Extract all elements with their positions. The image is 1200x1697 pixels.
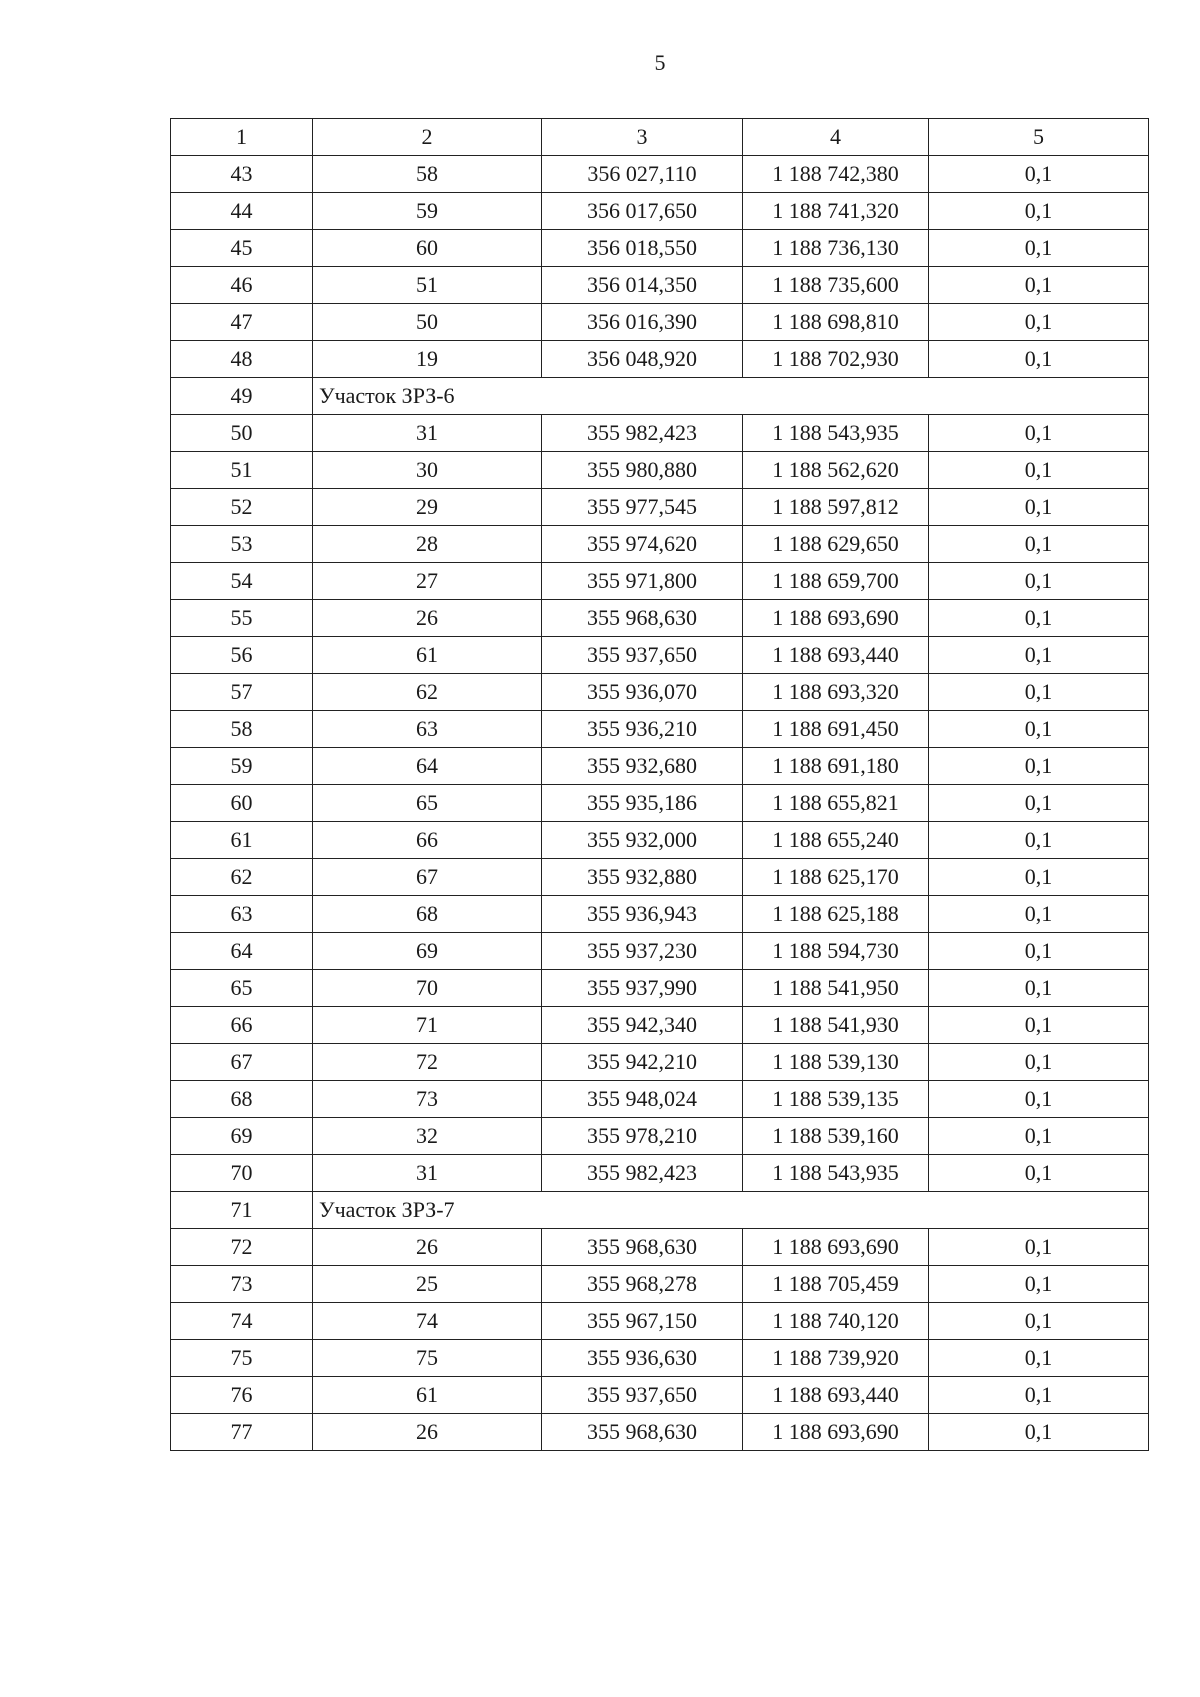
accuracy-cell: 0,1 bbox=[929, 1155, 1149, 1192]
x-coordinate-cell: 355 948,024 bbox=[542, 1081, 743, 1118]
section-row bbox=[171, 1192, 1149, 1229]
row-number-cell: 43 bbox=[171, 156, 313, 193]
table-row bbox=[171, 674, 1149, 711]
row-number-cell: 59 bbox=[171, 748, 313, 785]
table-row bbox=[171, 1044, 1149, 1081]
section-title-cell: Участок ЗРЗ-7 bbox=[313, 1192, 1149, 1229]
row-number-cell: 60 bbox=[171, 785, 313, 822]
table-row bbox=[171, 600, 1149, 637]
x-coordinate-cell: 355 932,880 bbox=[542, 859, 743, 896]
x-coordinate-cell: 355 937,650 bbox=[542, 637, 743, 674]
point-number-cell: 63 bbox=[313, 711, 542, 748]
accuracy-cell: 0,1 bbox=[929, 822, 1149, 859]
row-number-cell: 45 bbox=[171, 230, 313, 267]
x-coordinate-cell: 356 017,650 bbox=[542, 193, 743, 230]
row-number-cell: 64 bbox=[171, 933, 313, 970]
x-coordinate-cell: 355 936,630 bbox=[542, 1340, 743, 1377]
point-number-cell: 31 bbox=[313, 1155, 542, 1192]
x-coordinate-cell: 355 971,800 bbox=[542, 563, 743, 600]
row-number-cell: 50 bbox=[171, 415, 313, 452]
table-row bbox=[171, 526, 1149, 563]
point-number-cell: 19 bbox=[313, 341, 542, 378]
x-coordinate-cell: 355 936,943 bbox=[542, 896, 743, 933]
table-row bbox=[171, 637, 1149, 674]
table-row bbox=[171, 859, 1149, 896]
row-number-cell: 66 bbox=[171, 1007, 313, 1044]
table-row bbox=[171, 970, 1149, 1007]
accuracy-cell: 0,1 bbox=[929, 1340, 1149, 1377]
x-coordinate-cell: 356 027,110 bbox=[542, 156, 743, 193]
row-number-cell: 44 bbox=[171, 193, 313, 230]
table-row bbox=[171, 452, 1149, 489]
table-row bbox=[171, 1229, 1149, 1266]
row-number-cell: 47 bbox=[171, 304, 313, 341]
y-coordinate-cell: 1 188 702,930 bbox=[743, 341, 929, 378]
y-coordinate-cell: 1 188 693,690 bbox=[743, 1414, 929, 1451]
row-number-cell: 70 bbox=[171, 1155, 313, 1192]
point-number-cell: 70 bbox=[313, 970, 542, 1007]
x-coordinate-cell: 355 974,620 bbox=[542, 526, 743, 563]
table-row bbox=[171, 1118, 1149, 1155]
x-coordinate-cell: 355 982,423 bbox=[542, 415, 743, 452]
section-title-cell: Участок ЗРЗ-6 bbox=[313, 378, 1149, 415]
row-number-cell: 68 bbox=[171, 1081, 313, 1118]
row-number-cell: 58 bbox=[171, 711, 313, 748]
x-coordinate-cell: 355 936,070 bbox=[542, 674, 743, 711]
x-coordinate-cell: 355 942,210 bbox=[542, 1044, 743, 1081]
accuracy-cell: 0,1 bbox=[929, 563, 1149, 600]
header-cell: 2 bbox=[313, 119, 542, 156]
y-coordinate-cell: 1 188 562,620 bbox=[743, 452, 929, 489]
y-coordinate-cell: 1 188 739,920 bbox=[743, 1340, 929, 1377]
y-coordinate-cell: 1 188 693,690 bbox=[743, 600, 929, 637]
point-number-cell: 61 bbox=[313, 637, 542, 674]
accuracy-cell: 0,1 bbox=[929, 304, 1149, 341]
point-number-cell: 65 bbox=[313, 785, 542, 822]
y-coordinate-cell: 1 188 629,650 bbox=[743, 526, 929, 563]
accuracy-cell: 0,1 bbox=[929, 156, 1149, 193]
x-coordinate-cell: 355 936,210 bbox=[542, 711, 743, 748]
point-number-cell: 73 bbox=[313, 1081, 542, 1118]
table-body bbox=[171, 156, 1149, 1451]
header-cell: 4 bbox=[743, 119, 929, 156]
point-number-cell: 29 bbox=[313, 489, 542, 526]
x-coordinate-cell: 355 980,880 bbox=[542, 452, 743, 489]
y-coordinate-cell: 1 188 735,600 bbox=[743, 267, 929, 304]
header-cell: 1 bbox=[171, 119, 313, 156]
table-header-row bbox=[171, 119, 1149, 156]
accuracy-cell: 0,1 bbox=[929, 489, 1149, 526]
accuracy-cell: 0,1 bbox=[929, 193, 1149, 230]
x-coordinate-cell: 355 967,150 bbox=[542, 1303, 743, 1340]
y-coordinate-cell: 1 188 543,935 bbox=[743, 415, 929, 452]
header-cell: 3 bbox=[542, 119, 743, 156]
row-number-cell: 46 bbox=[171, 267, 313, 304]
row-number-cell: 74 bbox=[171, 1303, 313, 1340]
y-coordinate-cell: 1 188 539,160 bbox=[743, 1118, 929, 1155]
accuracy-cell: 0,1 bbox=[929, 600, 1149, 637]
table-row bbox=[171, 1377, 1149, 1414]
y-coordinate-cell: 1 188 543,935 bbox=[743, 1155, 929, 1192]
y-coordinate-cell: 1 188 594,730 bbox=[743, 933, 929, 970]
accuracy-cell: 0,1 bbox=[929, 1377, 1149, 1414]
row-number-cell: 75 bbox=[171, 1340, 313, 1377]
x-coordinate-cell: 355 968,630 bbox=[542, 1229, 743, 1266]
table-row bbox=[171, 785, 1149, 822]
point-number-cell: 68 bbox=[313, 896, 542, 933]
x-coordinate-cell: 356 016,390 bbox=[542, 304, 743, 341]
accuracy-cell: 0,1 bbox=[929, 1414, 1149, 1451]
y-coordinate-cell: 1 188 655,821 bbox=[743, 785, 929, 822]
section-row bbox=[171, 378, 1149, 415]
table-row bbox=[171, 711, 1149, 748]
x-coordinate-cell: 355 932,680 bbox=[542, 748, 743, 785]
accuracy-cell: 0,1 bbox=[929, 711, 1149, 748]
accuracy-cell: 0,1 bbox=[929, 896, 1149, 933]
row-number-cell: 72 bbox=[171, 1229, 313, 1266]
row-number-cell: 55 bbox=[171, 600, 313, 637]
point-number-cell: 31 bbox=[313, 415, 542, 452]
table-row bbox=[171, 822, 1149, 859]
x-coordinate-cell: 355 968,630 bbox=[542, 1414, 743, 1451]
row-number-cell: 77 bbox=[171, 1414, 313, 1451]
accuracy-cell: 0,1 bbox=[929, 1303, 1149, 1340]
y-coordinate-cell: 1 188 742,380 bbox=[743, 156, 929, 193]
point-number-cell: 58 bbox=[313, 156, 542, 193]
row-number-cell: 67 bbox=[171, 1044, 313, 1081]
y-coordinate-cell: 1 188 691,450 bbox=[743, 711, 929, 748]
table-row bbox=[171, 489, 1149, 526]
row-number-cell: 56 bbox=[171, 637, 313, 674]
point-number-cell: 66 bbox=[313, 822, 542, 859]
y-coordinate-cell: 1 188 597,812 bbox=[743, 489, 929, 526]
point-number-cell: 64 bbox=[313, 748, 542, 785]
x-coordinate-cell: 356 018,550 bbox=[542, 230, 743, 267]
point-number-cell: 59 bbox=[313, 193, 542, 230]
point-number-cell: 26 bbox=[313, 1414, 542, 1451]
table-row bbox=[171, 156, 1149, 193]
y-coordinate-cell: 1 188 693,320 bbox=[743, 674, 929, 711]
point-number-cell: 32 bbox=[313, 1118, 542, 1155]
point-number-cell: 74 bbox=[313, 1303, 542, 1340]
point-number-cell: 30 bbox=[313, 452, 542, 489]
y-coordinate-cell: 1 188 705,459 bbox=[743, 1266, 929, 1303]
point-number-cell: 67 bbox=[313, 859, 542, 896]
y-coordinate-cell: 1 188 740,120 bbox=[743, 1303, 929, 1340]
row-number-cell: 65 bbox=[171, 970, 313, 1007]
accuracy-cell: 0,1 bbox=[929, 1266, 1149, 1303]
x-coordinate-cell: 356 014,350 bbox=[542, 267, 743, 304]
row-number-cell: 52 bbox=[171, 489, 313, 526]
row-number-cell: 53 bbox=[171, 526, 313, 563]
y-coordinate-cell: 1 188 691,180 bbox=[743, 748, 929, 785]
point-number-cell: 50 bbox=[313, 304, 542, 341]
x-coordinate-cell: 355 982,423 bbox=[542, 1155, 743, 1192]
x-coordinate-cell: 355 978,210 bbox=[542, 1118, 743, 1155]
accuracy-cell: 0,1 bbox=[929, 637, 1149, 674]
point-number-cell: 28 bbox=[313, 526, 542, 563]
row-number-cell: 73 bbox=[171, 1266, 313, 1303]
header-cell: 5 bbox=[929, 119, 1149, 156]
row-number-cell: 49 bbox=[171, 378, 313, 415]
x-coordinate-cell: 355 932,000 bbox=[542, 822, 743, 859]
table-row bbox=[171, 341, 1149, 378]
accuracy-cell: 0,1 bbox=[929, 859, 1149, 896]
table-row bbox=[171, 748, 1149, 785]
table-row bbox=[171, 1340, 1149, 1377]
table-row bbox=[171, 933, 1149, 970]
point-number-cell: 72 bbox=[313, 1044, 542, 1081]
x-coordinate-cell: 355 935,186 bbox=[542, 785, 743, 822]
row-number-cell: 76 bbox=[171, 1377, 313, 1414]
accuracy-cell: 0,1 bbox=[929, 1081, 1149, 1118]
accuracy-cell: 0,1 bbox=[929, 1007, 1149, 1044]
table-row bbox=[171, 896, 1149, 933]
table-row bbox=[171, 1155, 1149, 1192]
x-coordinate-cell: 355 942,340 bbox=[542, 1007, 743, 1044]
y-coordinate-cell: 1 188 741,320 bbox=[743, 193, 929, 230]
y-coordinate-cell: 1 188 541,930 bbox=[743, 1007, 929, 1044]
point-number-cell: 61 bbox=[313, 1377, 542, 1414]
point-number-cell: 27 bbox=[313, 563, 542, 600]
point-number-cell: 75 bbox=[313, 1340, 542, 1377]
x-coordinate-cell: 355 968,630 bbox=[542, 600, 743, 637]
row-number-cell: 57 bbox=[171, 674, 313, 711]
accuracy-cell: 0,1 bbox=[929, 748, 1149, 785]
point-number-cell: 69 bbox=[313, 933, 542, 970]
accuracy-cell: 0,1 bbox=[929, 933, 1149, 970]
accuracy-cell: 0,1 bbox=[929, 785, 1149, 822]
y-coordinate-cell: 1 188 693,690 bbox=[743, 1229, 929, 1266]
coordinates-table bbox=[170, 118, 1149, 1451]
accuracy-cell: 0,1 bbox=[929, 1229, 1149, 1266]
point-number-cell: 26 bbox=[313, 600, 542, 637]
x-coordinate-cell: 355 977,545 bbox=[542, 489, 743, 526]
table-row bbox=[171, 1081, 1149, 1118]
y-coordinate-cell: 1 188 539,135 bbox=[743, 1081, 929, 1118]
x-coordinate-cell: 356 048,920 bbox=[542, 341, 743, 378]
row-number-cell: 48 bbox=[171, 341, 313, 378]
accuracy-cell: 0,1 bbox=[929, 674, 1149, 711]
table-row bbox=[171, 1414, 1149, 1451]
point-number-cell: 25 bbox=[313, 1266, 542, 1303]
accuracy-cell: 0,1 bbox=[929, 267, 1149, 304]
y-coordinate-cell: 1 188 736,130 bbox=[743, 230, 929, 267]
table-row bbox=[171, 415, 1149, 452]
y-coordinate-cell: 1 188 625,170 bbox=[743, 859, 929, 896]
point-number-cell: 51 bbox=[313, 267, 542, 304]
y-coordinate-cell: 1 188 693,440 bbox=[743, 1377, 929, 1414]
row-number-cell: 51 bbox=[171, 452, 313, 489]
table-row bbox=[171, 230, 1149, 267]
y-coordinate-cell: 1 188 539,130 bbox=[743, 1044, 929, 1081]
table-row bbox=[171, 193, 1149, 230]
row-number-cell: 69 bbox=[171, 1118, 313, 1155]
point-number-cell: 62 bbox=[313, 674, 542, 711]
accuracy-cell: 0,1 bbox=[929, 452, 1149, 489]
table-row bbox=[171, 267, 1149, 304]
row-number-cell: 71 bbox=[171, 1192, 313, 1229]
x-coordinate-cell: 355 937,650 bbox=[542, 1377, 743, 1414]
y-coordinate-cell: 1 188 541,950 bbox=[743, 970, 929, 1007]
accuracy-cell: 0,1 bbox=[929, 415, 1149, 452]
table-row bbox=[171, 1303, 1149, 1340]
x-coordinate-cell: 355 968,278 bbox=[542, 1266, 743, 1303]
accuracy-cell: 0,1 bbox=[929, 1118, 1149, 1155]
y-coordinate-cell: 1 188 625,188 bbox=[743, 896, 929, 933]
row-number-cell: 61 bbox=[171, 822, 313, 859]
point-number-cell: 60 bbox=[313, 230, 542, 267]
row-number-cell: 62 bbox=[171, 859, 313, 896]
table-row bbox=[171, 1266, 1149, 1303]
accuracy-cell: 0,1 bbox=[929, 1044, 1149, 1081]
x-coordinate-cell: 355 937,230 bbox=[542, 933, 743, 970]
table-row bbox=[171, 1007, 1149, 1044]
y-coordinate-cell: 1 188 655,240 bbox=[743, 822, 929, 859]
x-coordinate-cell: 355 937,990 bbox=[542, 970, 743, 1007]
row-number-cell: 63 bbox=[171, 896, 313, 933]
y-coordinate-cell: 1 188 698,810 bbox=[743, 304, 929, 341]
point-number-cell: 26 bbox=[313, 1229, 542, 1266]
point-number-cell: 71 bbox=[313, 1007, 542, 1044]
table-row bbox=[171, 304, 1149, 341]
y-coordinate-cell: 1 188 659,700 bbox=[743, 563, 929, 600]
accuracy-cell: 0,1 bbox=[929, 526, 1149, 563]
table-row bbox=[171, 563, 1149, 600]
row-number-cell: 54 bbox=[171, 563, 313, 600]
accuracy-cell: 0,1 bbox=[929, 970, 1149, 1007]
accuracy-cell: 0,1 bbox=[929, 341, 1149, 378]
page-number: 5 bbox=[654, 50, 666, 75]
y-coordinate-cell: 1 188 693,440 bbox=[743, 637, 929, 674]
accuracy-cell: 0,1 bbox=[929, 230, 1149, 267]
